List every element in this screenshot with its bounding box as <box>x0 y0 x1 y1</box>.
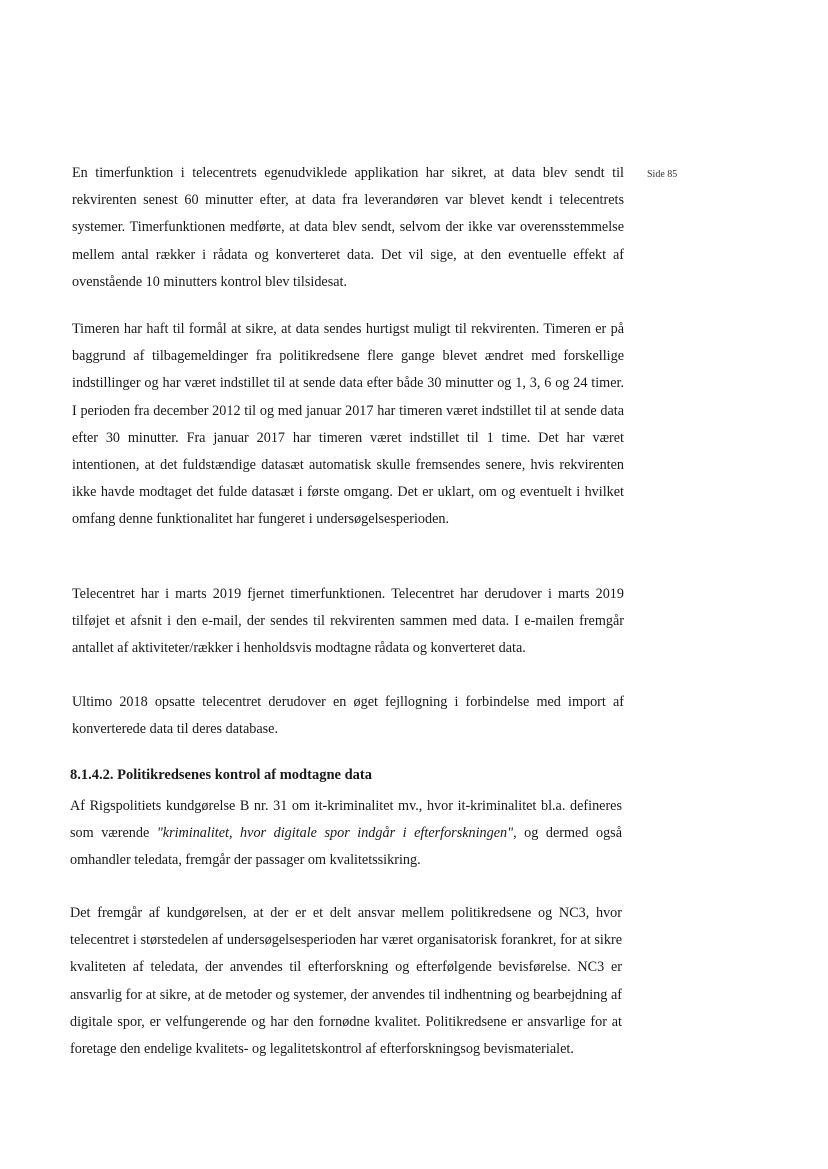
paragraph-shared-responsibility: Det fremgår af kundgørelsen, at der er et delt ansvar mellem politikredsene og NC3, hvor telecentret i størstedelen af undersøgelsesperioden har været organisatorisk forankret, for at sikre kvaliteten af teledata, der anvendes til efterforskning og efterfølgende bevisførelse. NC3 er ansvarlig for at sikre, at de metoder og systemer, der anvendes til indhentning og bearbejdning af digitale spor, er velfungerende og har den fornødne kvalitet. Politikredsene er ansvarlige for at foretage den endelige kvalitets- og legalitetskontrol af efterforskningsog bevismaterialet. <box>70 905 622 1058</box>
paragraph-timer-function: En timerfunktion i telecentrets egenudviklede applikation har sikret, at data blev sendt til rekvirenten senest 60 minutter efter, at data fra leverandøren var blevet kendt i telecentrets systemer. Timerfunktionen medførte, at data blev sendt, selvom der ikke var overensstemmelse mellem antal rækker i rådata og konverteret data. Det vil sige, at den eventuelle effekt af ovenstående 10 minutters kontrol blev tilsidesat. <box>72 165 624 290</box>
paragraph-error-logging: Ultimo 2018 opsatte telecentret derudover en øget fejllogning i forbindelse med import af konverterede data til deres database. <box>72 694 624 738</box>
paragraph-timer-removed: Telecentret har i marts 2019 fjernet timerfunktionen. Telecentret har derudover i marts 2019 tilføjet et afsnit i den e-mail, der sendes til rekvirenten sammen med data. I e-mailen fremgår antallet af aktiviteter/rækker i henholdsvis modtagne rådata og konverteret data. <box>72 586 624 657</box>
paragraph-rigspolitiet <box>70 793 622 875</box>
section-heading: 8.1.4.2. Politikredsenes kontrol af modtagne data <box>70 767 372 783</box>
page-number: Side 85 <box>647 169 678 180</box>
paragraph-rigspolitiet-quote: "kriminalitet, hvor digitale spor indgår i efterforskningen" <box>156 825 514 842</box>
paragraph-rigspolitiet-text-start: Af Rigspolitiets kundgørelse B nr. 31 om it-kriminalitet mv., hvor it-kriminalitet bl.a. defineres som værende <box>70 798 622 842</box>
paragraph-rigspolitiet-text-end: , og dermed også omhandler teledata, fremgår der passager om kvalitetssikring. <box>70 825 622 869</box>
paragraph-timer-purpose: Timeren har haft til formål at sikre, at data sendes hurtigst muligt til rekvirenten. Timeren er på baggrund af tilbagemeldinger fra politikredsene flere gange blevet ændret med forskellige indstillinger og har været indstillet til at sende data efter både 30 minutter og 1, 3, 6 og 24 timer. I perioden fra december 2012 til og med januar 2017 har timeren været indstillet til at sende data efter 30 minutter. Fra januar 2017 har timeren været indstillet til 1 time. Det har været intentionen, at det fuldstændige datasæt automatisk skulle fremsendes senere, hvis rekvirenten ikke havde modtaget det fulde datasæt i første omgang. Det er uklart, om og eventuelt i hvilket omfang denne funktionalitet har fungeret i undersøgelsesperioden. <box>72 321 624 528</box>
